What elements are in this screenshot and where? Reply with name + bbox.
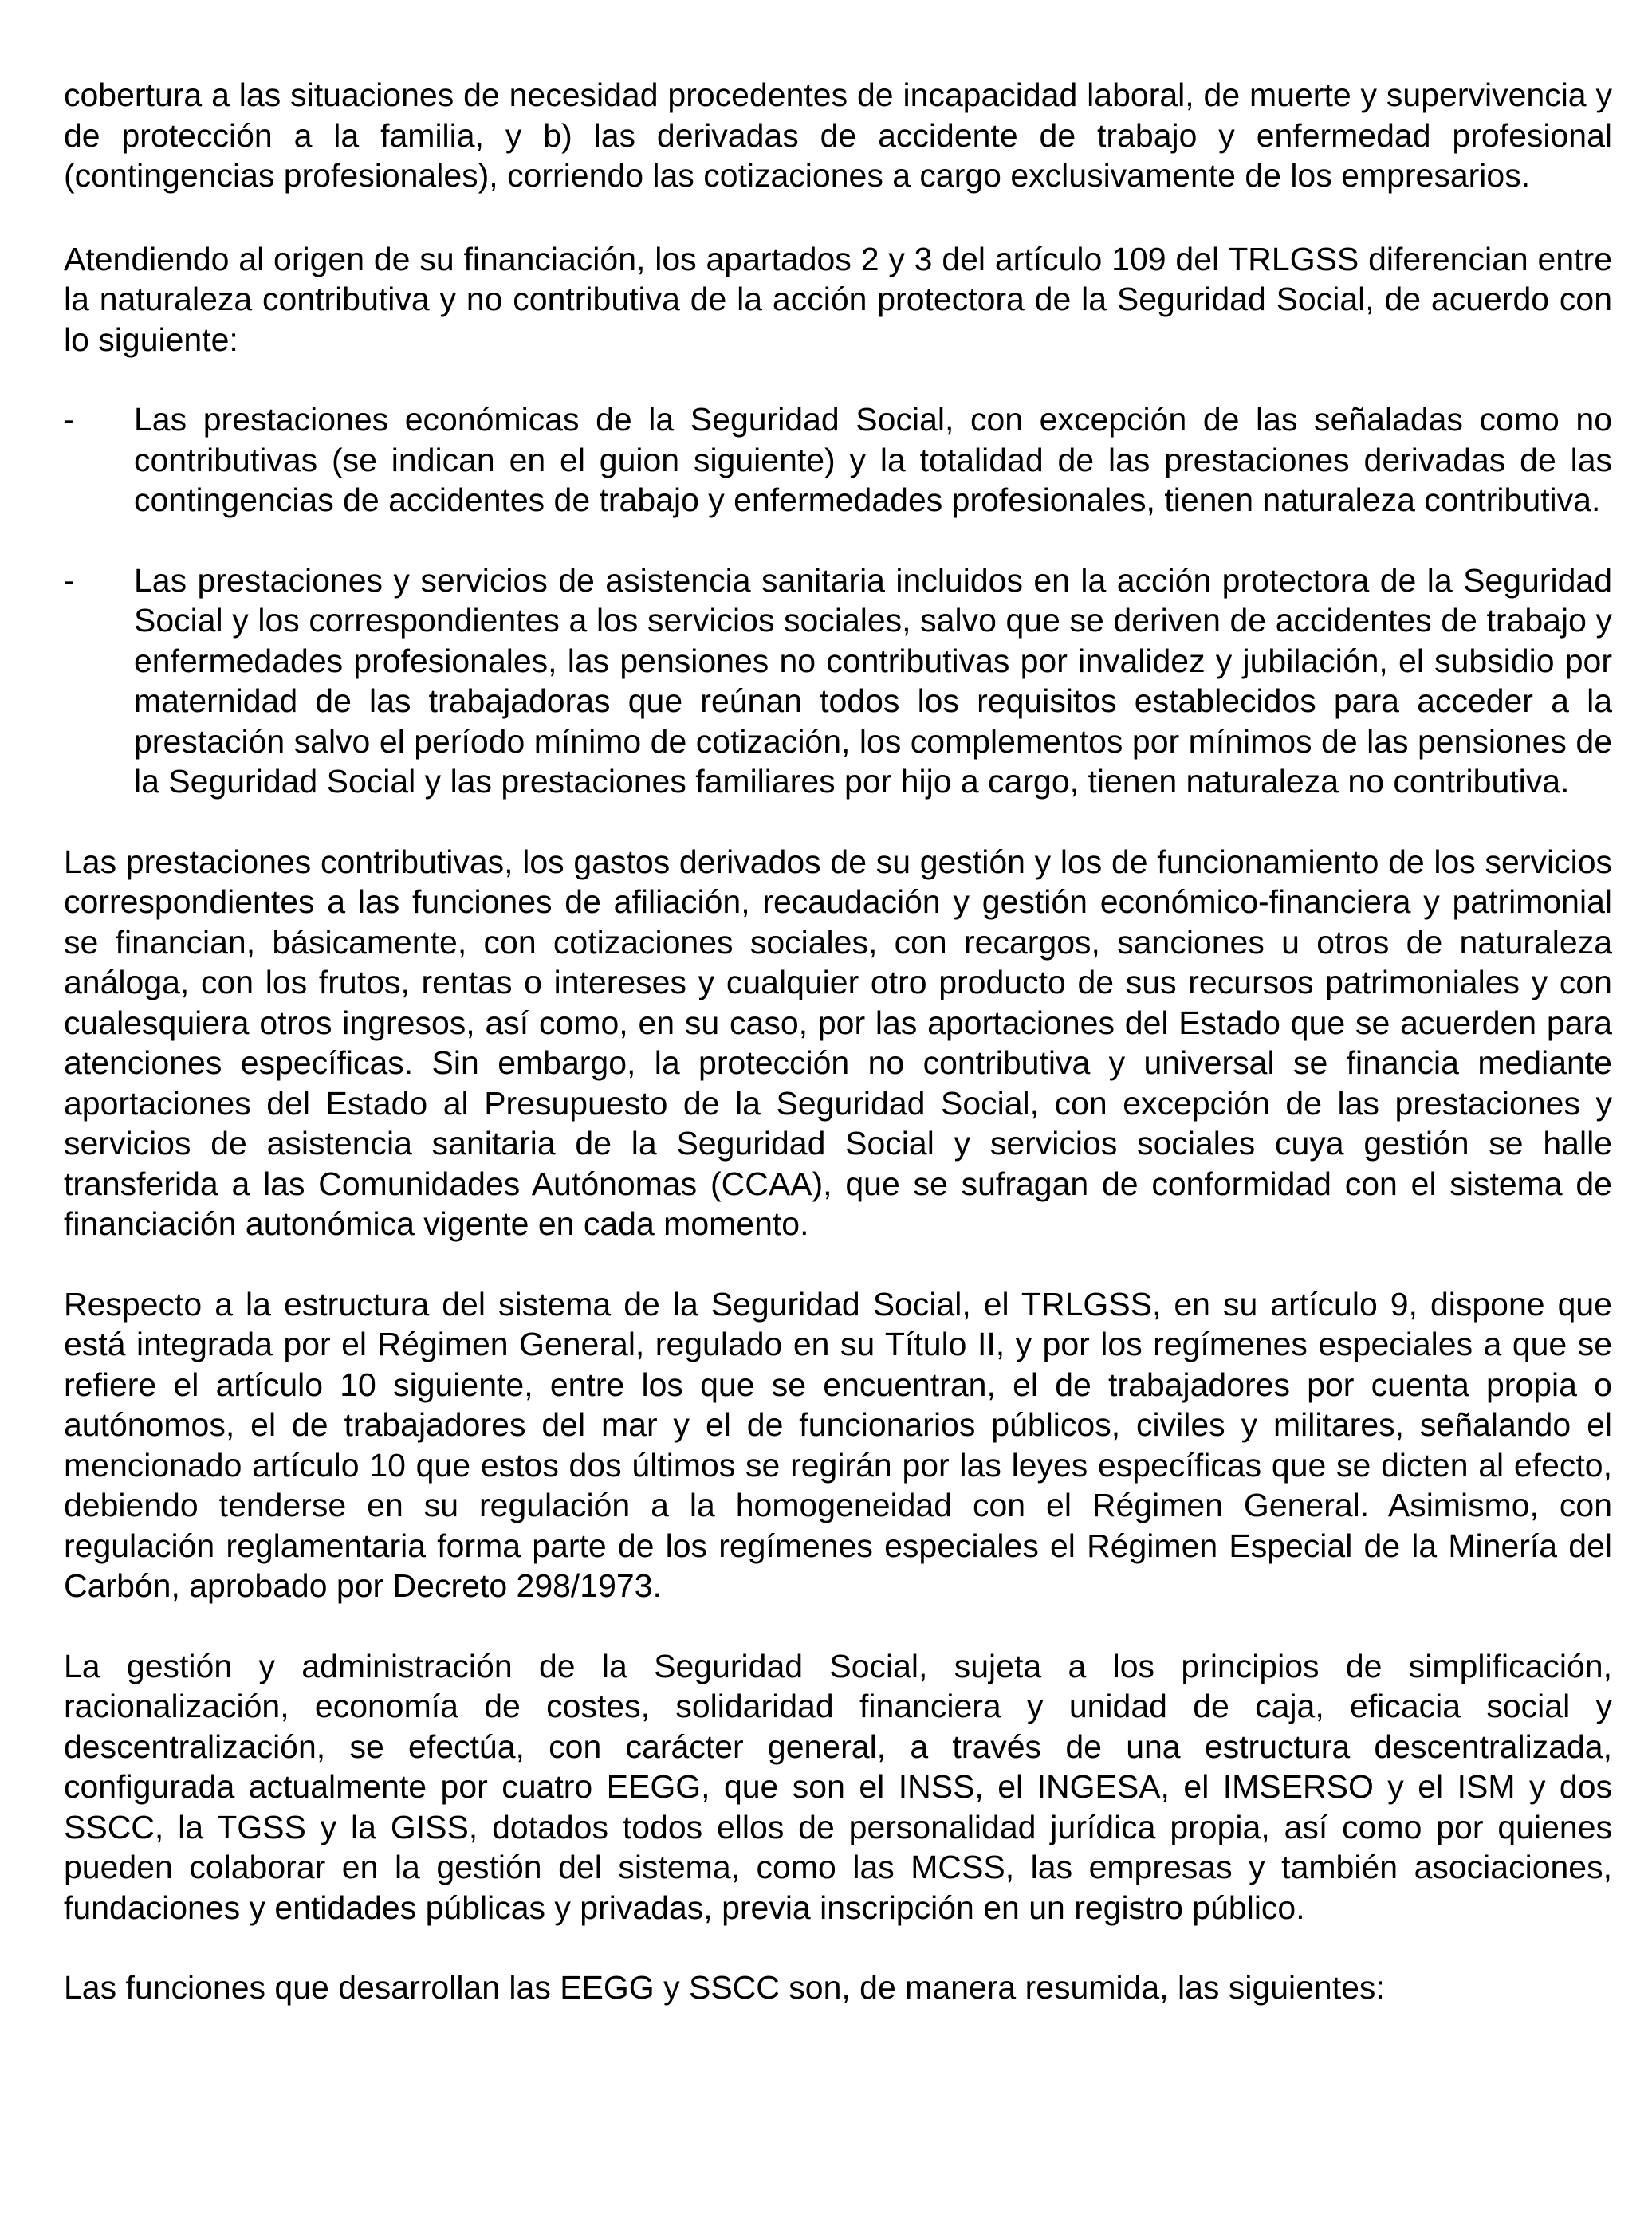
dash-bullet: -: [64, 561, 75, 599]
document-page: [64, 75, 1612, 2008]
list-item-contributiva: [64, 399, 1612, 521]
dash-bullet: -: [64, 401, 75, 438]
paragraph-cobertura: cobertura a las situaciones de necesidad procedentes de incapacidad laboral, de muerte y supervivencia y de protección a la familia, y b) las derivadas de accidente de trabajo y enfermedad profesional (contingencias profesionales), corriendo las cotizaciones a cargo exclusivamente de los empresarios.: [64, 77, 1612, 194]
paragraph-estructura-sistema: Respecto a la estructura del sistema de la Seguridad Social, el TRLGSS, en su artículo 9, dispone que está integrada por el Régimen General, regulado en su Título II, y por los regímenes especiales a que se refiere el artículo 10 siguiente, entre los que se encuentran, el de trabajadores por cuenta propia o autónomos, el de trabajadores del mar y el de funcionarios públicos, civiles y militares, señalando el mencionado artículo 10 que estos dos últimos se regirán por las leyes específicas que se dicten al efecto, debiendo tenderse en su regulación a la homogeneidad con el Régimen General. Asimismo, con regulación reglamentaria forma parte de los regímenes especiales el Régimen Especial de la Minería del Carbón, aprobado por Decreto 298/1973.: [64, 1285, 1612, 1604]
paragraph-prestaciones-contributivas: Las prestaciones contributivas, los gastos derivados de su gestión y los de funcionamiento de los servicios correspondientes a las funciones de afiliación, recaudación y gestión económico-financiera y patrimonial se financian, básicamente, con cotizaciones sociales, con recargos, sanciones u otros de naturaleza análoga, con los frutos, rentas o intereses y cualquier otro producto de sus recursos patrimoniales y con cualesquiera otros ingresos, así como, en su caso, por las aportaciones del Estado que se acuerden para atenciones específicas. Sin embargo, la protección no contributiva y universal se financia mediante aportaciones del Estado al Presupuesto de la Seguridad Social, con excepción de las prestaciones y servicios de asistencia sanitaria de la Seguridad Social y servicios sociales cuya gestión se halle transferida a las Comunidades Autónomas (CCAA), que se sufragan de conformidad con el sistema de financiación autonómica vigente en cada momento.: [64, 843, 1612, 1242]
list-item-text: Las prestaciones económicas de la Seguridad Social, con excepción de las señaladas como no contributivas (se indican en el guion siguiente) y la totalidad de las prestaciones derivadas de las contingencias de accidentes de trabajo y enfermedades profesionales, tienen naturaleza contributiva.: [134, 401, 1612, 518]
paragraph-funciones: Las funciones que desarrollan las EEGG y SSCC son, de manera resumida, las siguientes:: [64, 1969, 1385, 2006]
naturaleza-list: [64, 399, 1612, 802]
list-item-text: Las prestaciones y servicios de asistencia sanitaria incluidos en la acción protectora de la Seguridad Social y los correspondientes a los servicios sociales, salvo que se deriven de accidentes de trabajo y enfermedades profesionales, las pensiones no contributivas por invalidez y jubilación, el subsidio por maternidad de las trabajadoras que reúnan todos los requisitos establecidos para acceder a la prestación salvo el período mínimo de cotización, los complementos por mínimos de las pensiones de la Seguridad Social y las prestaciones familiares por hijo a cargo, tienen naturaleza no contributiva.: [134, 561, 1612, 800]
paragraph-gestion-administracion: La gestión y administración de la Seguridad Social, sujeta a los principios de simplificación, racionalización, economía de costes, solidaridad financiera y unidad de caja, eficacia social y descentralización, se efectúa, con carácter general, a través de una estructura descentralizada, configurada actualmente por cuatro EEGG, que son el INSS, el INGESA, el IMSERSO y el ISM y dos SSCC, la TGSS y la GISS, dotados todos ellos de personalidad jurídica propia, así como por quienes pueden colaborar en la gestión del sistema, como las MCSS, las empresas y también asociaciones, fundaciones y entidades públicas y privadas, previa inscripción en un registro público.: [64, 1647, 1612, 1926]
list-item-no-contributiva: [64, 560, 1612, 802]
paragraph-financiacion-origen: Atendiendo al origen de su financiación, los apartados 2 y 3 del artículo 109 del TRLGSS diferencian entre la naturaleza contributiva y no contributiva de la acción protectora de la Seguridad Social, de acuerdo con lo siguiente:: [64, 240, 1612, 358]
